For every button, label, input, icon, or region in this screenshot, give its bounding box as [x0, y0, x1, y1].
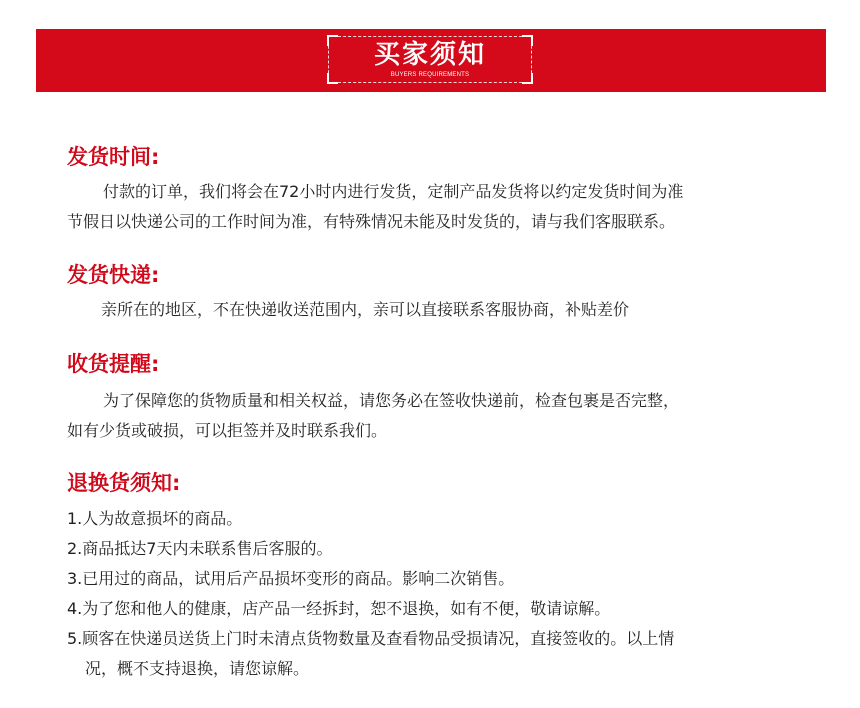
section-text-line: 节假日以快递公司的工作时间为准，有特殊情况未能及时发货的，请与我们客服联系。 [67, 212, 676, 231]
section-heading-return-policy: 退换货须知: [67, 471, 181, 495]
header-banner [36, 29, 826, 92]
list-item: 3.已用过的商品，试用后产品损坏变形的商品。影响二次销售。 [67, 569, 515, 588]
list-item-continuation: 况，概不支持退换，请您谅解。 [85, 659, 310, 678]
banner-subtitle: BUYERS REQUIREMENTS [390, 72, 470, 78]
list-item: 5.顾客在快递员送货上门时未清点货物数量及查看物品受损请况，直接签收的。以上情 [67, 629, 675, 648]
banner-title-frame [328, 36, 532, 83]
section-text-line: 如有少货或破损，可以拒签并及时联系我们。 [67, 421, 388, 440]
list-item: 1.人为故意损坏的商品。 [67, 509, 243, 528]
section-text-line: 为了保障您的货物质量和相关权益，请您务必在签收快递前，检查包裹是否完整， [103, 391, 680, 410]
section-text-line: 付款的订单，我们将会在72小时内进行发货，定制产品发货将以约定发货时间为准 [103, 182, 684, 201]
list-item: 4.为了您和他人的健康，店产品一经拆封，恕不退换，如有不便，敬请谅解。 [67, 599, 611, 618]
section-heading-receipt-reminder: 收货提醒: [67, 352, 160, 376]
banner-title: 买家须知 [373, 40, 486, 70]
section-heading-shipping-courier: 发货快递: [67, 263, 160, 287]
section-heading-shipping-time: 发货时间: [67, 145, 160, 169]
section-text-line: 亲所在的地区，不在快递收送范围内，亲可以直接联系客服协商，补贴差价 [101, 300, 630, 319]
list-item: 2.商品抵达7天内未联系售后客服的。 [67, 539, 333, 558]
